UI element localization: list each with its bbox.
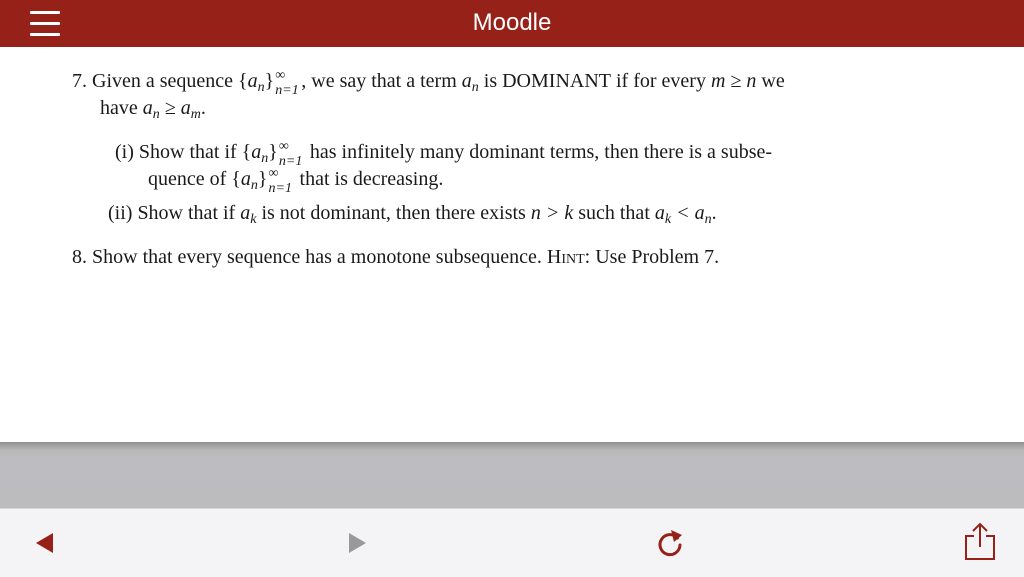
share-button[interactable] xyxy=(962,521,998,563)
dominant-term: DOMINANT xyxy=(502,70,611,92)
problem-7-number: 7. xyxy=(72,70,87,92)
sequence-symbol: $\{a_n\}$ xyxy=(238,70,275,95)
bottom-toolbar xyxy=(0,508,1024,577)
app-header xyxy=(0,0,1024,47)
back-button[interactable] xyxy=(30,527,60,559)
part-ii-label: (ii) xyxy=(108,202,133,224)
share-icon xyxy=(962,521,998,563)
problem-7-line-1: 7. Given a sequence $\{a_n\}$ ∞ n=1 , we say that a term $a_n$ is DOMINANT if for every m ≥ n we xyxy=(72,68,785,98)
hint-label: Hint xyxy=(546,246,585,268)
problem-8-line: 8. Show that every sequence has a monotone subsequence. Hint: Use Problem 7. xyxy=(72,246,720,268)
forward-arrow-icon xyxy=(342,527,372,559)
document-content xyxy=(0,47,1024,442)
part-i-line-2: quence of $\{a_n\}$ ∞ n=1 that is decreasing. xyxy=(148,166,444,196)
part-i-line-1: (i) Show that if $\{a_n\}$ ∞ n=1 has infinitely many dominant terms, then there is a subse- xyxy=(115,139,773,169)
problem-7-line-2: have $a_n \ge a_m$. xyxy=(100,97,206,122)
back-arrow-icon xyxy=(30,527,60,559)
reload-button[interactable] xyxy=(652,525,688,561)
problem-8-number: 8. xyxy=(72,246,87,268)
reload-icon xyxy=(652,525,688,561)
part-ii-line: (ii) Show that if $a_k$ is not dominant, then there exists n > k such that $a_k < a_n$. xyxy=(108,202,717,227)
app-title: Moodle xyxy=(472,9,552,36)
forward-button[interactable] xyxy=(342,527,372,559)
part-i-label: (i) xyxy=(115,141,134,163)
scroll-separator xyxy=(0,442,1024,508)
